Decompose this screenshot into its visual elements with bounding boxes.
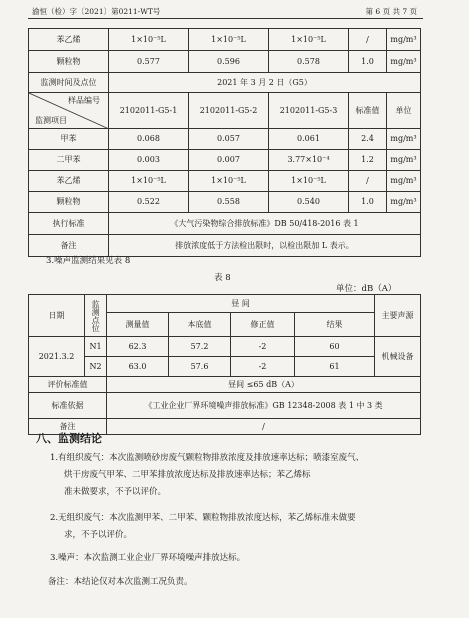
item-cell: 颗粒物	[29, 192, 109, 213]
table-row	[29, 150, 421, 171]
table-row	[29, 357, 421, 377]
diagonal-header-cell	[29, 93, 109, 129]
standard-cell: 1.0	[349, 192, 387, 213]
value-cell: 0.578	[269, 51, 349, 73]
value-cell: 0.540	[269, 192, 349, 213]
header-rule	[28, 18, 423, 19]
source-head: 主要声源	[375, 295, 421, 337]
noise-table	[28, 294, 421, 435]
table-row	[29, 192, 421, 213]
table-row	[29, 51, 421, 73]
conclusion-line: 准未做要求，不予以评价。	[64, 487, 167, 497]
value-cell: 0.522	[109, 192, 189, 213]
unit-cell: mg/m³	[387, 29, 421, 51]
basis-value: 《工业企业厂界环境噪声排放标准》GB 12348-2008 表 1 中 3 类	[107, 393, 421, 419]
result-cell: 60	[295, 337, 375, 357]
conclusion-heading: 八、监测结论	[36, 432, 102, 445]
table-row	[29, 393, 421, 419]
report-number: 渝恒（检）字〔2021〕第0211-WT号	[32, 7, 161, 16]
eval-label: 评价标准值	[29, 377, 107, 393]
date-cell: 2021.3.2	[29, 337, 85, 377]
remark-value: /	[107, 419, 421, 435]
standard-cell: 1.2	[349, 150, 387, 171]
table-row	[29, 377, 421, 393]
value-cell: 3.77×10⁻⁴	[269, 150, 349, 171]
table-header-row	[29, 93, 421, 129]
result-head: 结果	[295, 313, 375, 337]
unit-head: 单位	[387, 93, 421, 129]
table8-unit: 单位：dB（A）	[336, 284, 397, 294]
time-label-cell: 监测时间及点位	[29, 73, 109, 93]
conclusion-line: 求，不予以评价。	[64, 530, 133, 540]
source-cell: 机械设备	[375, 337, 421, 377]
table-row	[29, 129, 421, 150]
remark-label: 备注	[29, 235, 109, 257]
noise-intro: 3.噪声监测结果见表 8	[46, 256, 131, 266]
value-cell: 1×10⁻⁵L	[109, 171, 189, 192]
standard-cell: 2.4	[349, 129, 387, 150]
correction-cell: -2	[231, 337, 295, 357]
value-cell: 1×10⁻⁵L	[189, 29, 269, 51]
daytime-head: 昼 间	[107, 295, 375, 313]
unit-cell: mg/m³	[387, 51, 421, 73]
remark-label: 备注	[29, 419, 107, 435]
table-row	[29, 337, 421, 357]
page-number: 第 6 页 共 7 页	[365, 7, 417, 16]
table-header-row	[29, 295, 421, 313]
item-cell: 二甲苯	[29, 150, 109, 171]
time-value-cell: 2021 年 3 月 2 日（G5）	[109, 73, 421, 93]
standard-head: 标准值	[349, 93, 387, 129]
unit-cell: mg/m³	[387, 192, 421, 213]
basis-label: 标准依据	[29, 393, 107, 419]
sample-id-cell: 2102011-G5-3	[269, 93, 349, 129]
exec-standard-label: 执行标准	[29, 213, 109, 235]
item-cell: 颗粒物	[29, 51, 109, 73]
standard-cell: /	[349, 29, 387, 51]
table8-title: 表 8	[214, 273, 231, 283]
unit-cell: mg/m³	[387, 150, 421, 171]
conclusion-note: 备注：本结论仅对本次监测工况负责。	[48, 577, 193, 587]
item-cell: 甲苯	[29, 129, 109, 150]
table-row	[29, 171, 421, 192]
table-row	[29, 29, 421, 51]
item-head: 监测项目	[35, 115, 67, 125]
background-cell: 57.6	[169, 357, 231, 377]
sample-id-head: 样品编号	[68, 96, 100, 105]
conclusion-line: 3.噪声：本次监测工业企业厂界环境噪声排放达标。	[50, 553, 246, 563]
conclusion-line: 1.有组织废气：本次监测喷砂房废气颗粒物排放浓度及排放速率达标；喷漆室废气、	[50, 453, 365, 463]
point-cell: N2	[85, 357, 107, 377]
measured-head: 测量值	[107, 313, 169, 337]
exec-standard-value: 《大气污染物综合排放标准》DB 50/418-2016 表 1	[109, 213, 421, 235]
value-cell: 0.558	[189, 192, 269, 213]
point-cell: N1	[85, 337, 107, 357]
value-cell: 0.061	[269, 129, 349, 150]
table-row	[29, 73, 421, 93]
unit-cell: mg/m³	[387, 171, 421, 192]
sample-id-cell: 2102011-G5-2	[189, 93, 269, 129]
standard-cell: /	[349, 171, 387, 192]
correction-head: 修正值	[231, 313, 295, 337]
standard-cell: 1.0	[349, 51, 387, 73]
result-cell: 61	[295, 357, 375, 377]
value-cell: 1×10⁻⁵L	[269, 171, 349, 192]
unit-cell: mg/m³	[387, 129, 421, 150]
value-cell: 0.007	[189, 150, 269, 171]
value-cell: 0.003	[109, 150, 189, 171]
sample-id-cell: 2102011-G5-1	[109, 93, 189, 129]
value-cell: 1×10⁻⁵L	[109, 29, 189, 51]
value-cell: 1×10⁻⁵L	[269, 29, 349, 51]
background-cell: 57.2	[169, 337, 231, 357]
value-cell: 1×10⁻⁵L	[189, 171, 269, 192]
conclusion-line: 烘干房废气甲苯、二甲苯排放浓度达标及排放速率达标；苯乙烯标	[64, 470, 311, 480]
value-cell: 0.596	[189, 51, 269, 73]
measured-cell: 62.3	[107, 337, 169, 357]
measured-cell: 63.0	[107, 357, 169, 377]
date-head: 日期	[29, 295, 85, 337]
background-head: 本底值	[169, 313, 231, 337]
remark-value: 排放浓度低于方法检出限时，以检出限加 L 表示。	[109, 235, 421, 257]
item-cell: 苯乙烯	[29, 29, 109, 51]
point-head: 监测点位	[85, 295, 107, 337]
item-cell: 苯乙烯	[29, 171, 109, 192]
value-cell: 0.577	[109, 51, 189, 73]
value-cell: 0.057	[189, 129, 269, 150]
table-row	[29, 213, 421, 235]
eval-value: 昼间 ≤65 dB（A）	[107, 377, 421, 393]
value-cell: 0.068	[109, 129, 189, 150]
air-monitoring-table	[28, 28, 421, 257]
correction-cell: -2	[231, 357, 295, 377]
conclusion-line: 2.无组织废气：本次监测甲苯、二甲苯、颗粒物排放浓度达标，苯乙烯标准未做要	[50, 513, 356, 523]
